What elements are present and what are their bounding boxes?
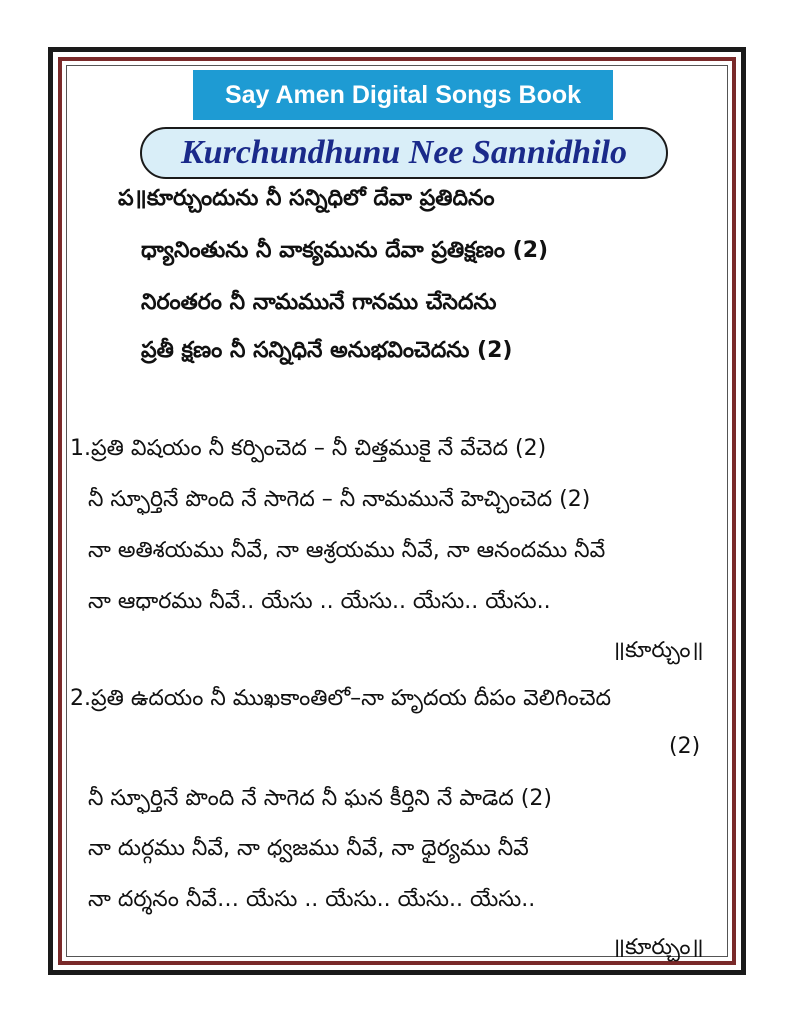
verse1-line-3: నా అతిశయము నీవే, నా ఆశ్రయము నీవే, నా ఆనందము నీవే	[88, 538, 606, 563]
song-title: Kurchundhunu Nee Sannidhilo	[140, 127, 668, 179]
verse1-line-1: 1.ప్రతి విషయం నీ కర్పించెద – నీ చిత్తముకై నే వేచెద (2)	[70, 436, 547, 461]
verse1-line-4: నా ఆధారము నీవే.. యేసు .. యేసు.. యేసు.. యేసు..	[88, 589, 551, 614]
chorus-line-1: ప॥కూర్చుందును నీ సన్నిధిలో దేవా ప్రతిదినం	[118, 186, 495, 211]
verse1-refrain: ॥కూర్చుం॥	[612, 638, 704, 663]
verse2-line-1: 2.ప్రతి ఉదయం నీ ముఖకాంతిలో–నా హృదయ దీపం వెలిగించెద	[70, 686, 612, 711]
chorus-line-3: నిరంతరం నీ నామమునే గానము చేసెదను	[141, 290, 497, 315]
chorus-line-2: ధ్యానింతును నీ వాక్యమును దేవా ప్రతిక్షణం (2)	[141, 238, 549, 263]
verse2-line-3: నా దుర్గము నీవే, నా ధ్వజము నీవే, నా ధైర్యము నీవే	[88, 836, 529, 861]
chorus-line-4: ప్రతీ క్షణం నీ సన్నిధినే అనుభవించెదను (2)	[141, 338, 513, 363]
book-banner: Say Amen Digital Songs Book	[193, 70, 613, 120]
verse2-line-4: నా దర్శనం నీవే… యేసు .. యేసు.. యేసు.. యేసు..	[88, 887, 536, 912]
verse2-line-2: నీ స్ఫూర్తినే పొంది నే సాగెద నీ ఘన కీర్తిని నే పాడెద (2)	[88, 786, 552, 811]
verse2-line-1-repeat: (2)	[669, 734, 701, 759]
verse1-line-2: నీ స్ఫూర్తినే పొంది నే సాగెద – నీ నామమునే హెచ్చించెద (2)	[88, 487, 591, 512]
verse2-refrain: ॥కూర్చుం॥	[612, 935, 704, 960]
